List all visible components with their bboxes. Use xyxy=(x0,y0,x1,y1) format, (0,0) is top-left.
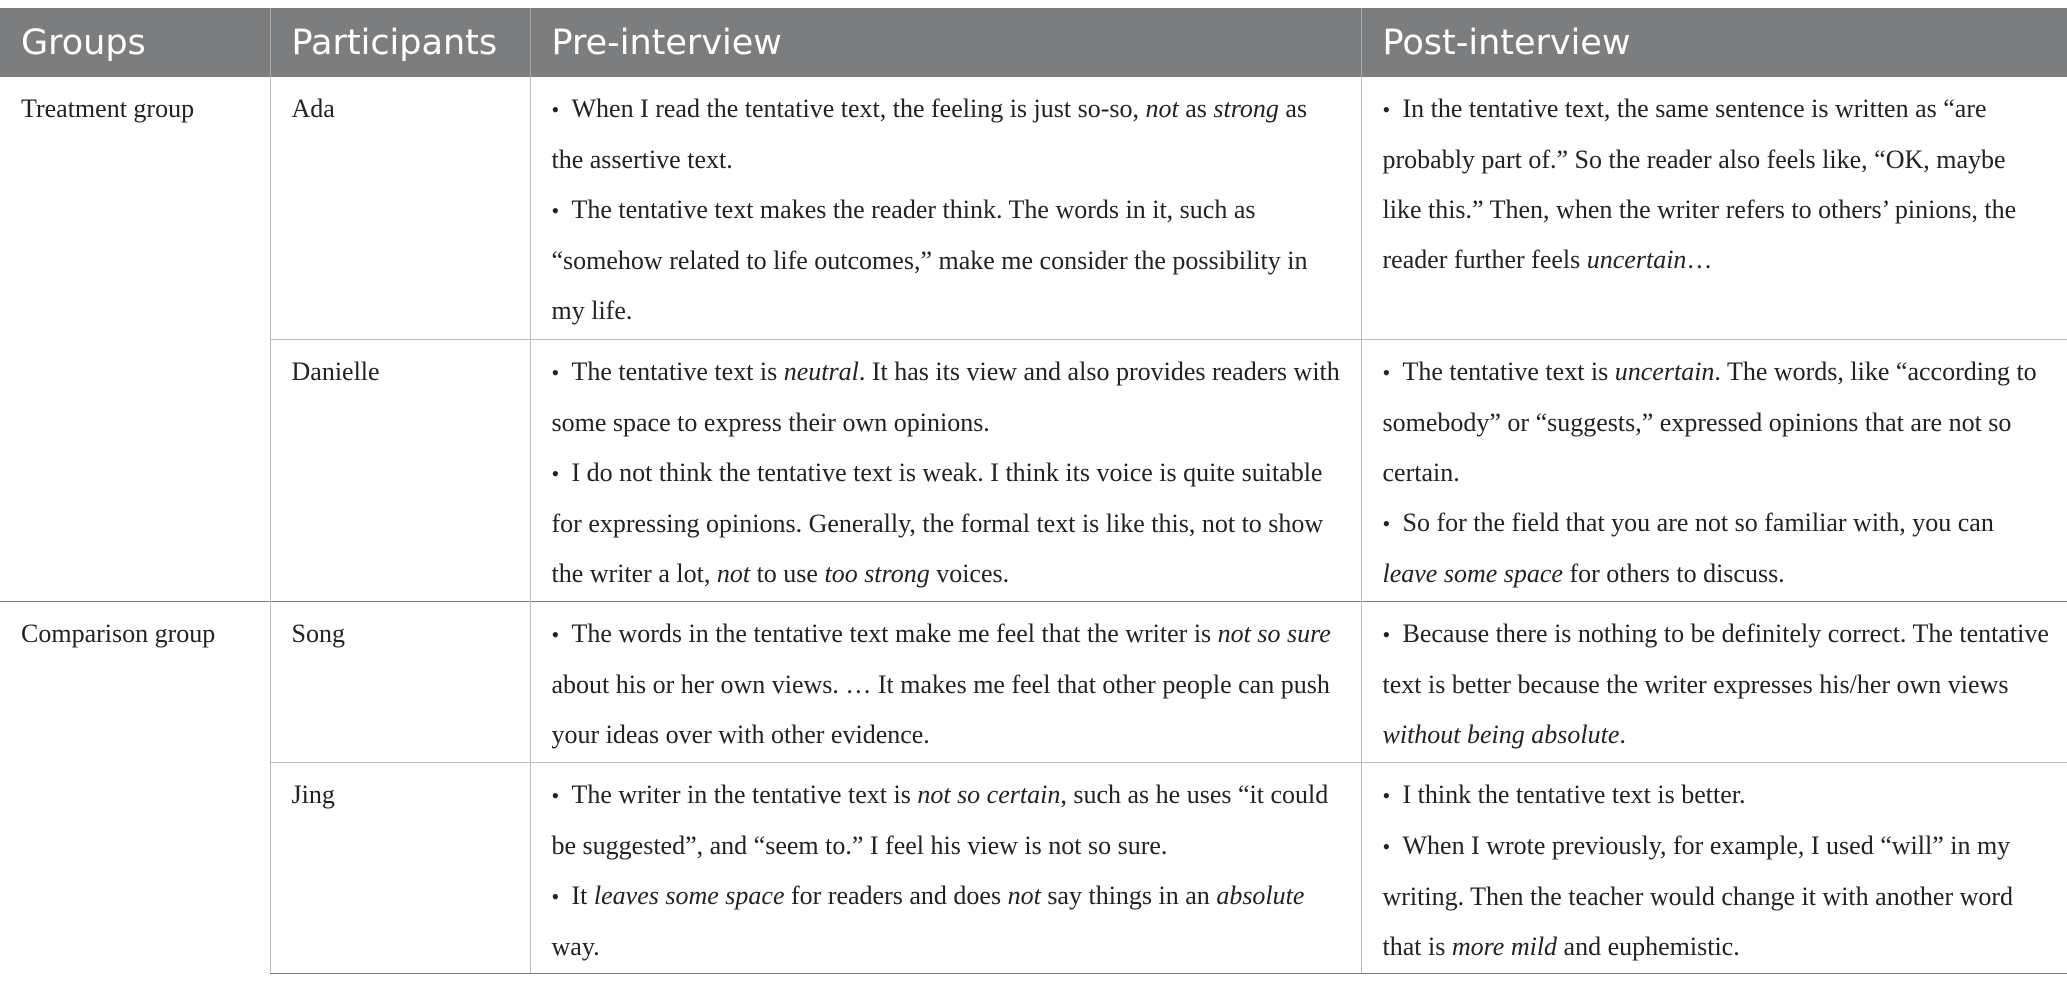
post-interview-cell xyxy=(1361,762,2067,973)
post-interview-cell xyxy=(1361,77,2067,339)
table-row xyxy=(0,339,2067,601)
table-row xyxy=(0,762,2067,973)
emphasis-text: uncertain xyxy=(1586,245,1687,274)
bullet-point xyxy=(1383,347,2050,498)
group-name: Comparison group xyxy=(0,601,270,973)
bullet-text: The tentative text is xyxy=(571,356,784,386)
bullet-text: say things in an xyxy=(1040,880,1217,910)
emphasis-text: not so certain xyxy=(917,779,1061,809)
bullet-dot: • xyxy=(1382,782,1391,808)
emphasis-text: not so sure xyxy=(1217,618,1331,648)
bullet-text: as xyxy=(1178,94,1214,123)
emphasis-text: strong xyxy=(1213,94,1279,123)
bullet-dot: • xyxy=(551,782,560,808)
participant-name: Song xyxy=(270,601,530,762)
bullet-text: . The words, like “according to somebody” or “suggests,” expressed opinions that are not so certain. xyxy=(1382,356,2037,487)
bullet-text: as the assertive text. xyxy=(551,94,1308,174)
bullet-text: to use xyxy=(750,558,825,588)
emphasis-text: without being absolute xyxy=(1382,719,1620,749)
bullet-text: voices. xyxy=(929,558,1010,588)
pre-interview-cell xyxy=(530,762,1361,973)
bullet-point xyxy=(552,84,1343,185)
bullet-dot: • xyxy=(1382,510,1391,536)
header-post-interview: Post-interview xyxy=(1361,8,2067,77)
bullet-dot: • xyxy=(1382,97,1391,122)
bullet-text: The writer in the tentative text is xyxy=(571,779,918,809)
bullet-point xyxy=(552,609,1343,760)
bullet-text: . xyxy=(1619,719,1626,749)
emphasis-text: too strong xyxy=(824,558,930,588)
treatment-group xyxy=(0,77,2067,601)
header-pre-interview: Pre-interview xyxy=(530,8,1361,77)
bullet-dot: • xyxy=(1382,359,1391,385)
post-interview-cell xyxy=(1361,339,2067,601)
bullet-point xyxy=(552,185,1343,336)
bullet-text: way. xyxy=(551,931,600,961)
table-row xyxy=(0,601,2067,762)
emphasis-text: neutral xyxy=(783,356,859,386)
post-interview-cell xyxy=(1361,601,2067,762)
bullet-dot: • xyxy=(551,883,560,909)
emphasis-text: leaves some space xyxy=(593,880,785,910)
pre-interview-cell xyxy=(530,339,1361,601)
bullet-text: The tentative text makes the reader think. The words in it, such as “somehow related to life outcomes,” make me consider the possibility in my life. xyxy=(551,195,1308,325)
emphasis-text: leave some space xyxy=(1382,558,1563,588)
bullet-text: … xyxy=(1686,245,1713,274)
bullet-point xyxy=(552,448,1343,599)
bullet-text: It xyxy=(571,880,594,910)
bullet-point xyxy=(1383,821,2050,972)
bullet-text: In the tentative text, the same sentence is written as “are probably part of.” So the reader also feels like, “OK, maybe like this.” Then, when the writer refers to others’ pinions, the reader further feels xyxy=(1382,94,2017,274)
emphasis-text: more mild xyxy=(1451,931,1558,961)
emphasis-text: absolute xyxy=(1216,880,1305,910)
bullet-dot: • xyxy=(551,97,560,122)
table-row xyxy=(0,77,2067,339)
emphasis-text: not xyxy=(1145,94,1179,123)
pre-interview-cell xyxy=(530,77,1361,339)
bullet-text: for others to discuss. xyxy=(1562,558,1785,588)
comparison-group xyxy=(0,601,2067,973)
bullet-point xyxy=(552,347,1343,448)
bullet-point xyxy=(1383,609,2050,760)
bullet-text: I think the tentative text is better. xyxy=(1402,779,1746,809)
bullet-point xyxy=(552,770,1343,871)
group-name: Treatment group xyxy=(21,94,195,123)
bullet-text: The tentative text is xyxy=(1402,356,1615,386)
pre-interview-cell xyxy=(530,601,1361,762)
bullet-dot: • xyxy=(1382,621,1391,647)
header-groups: Groups xyxy=(0,8,270,77)
bullet-point xyxy=(552,871,1343,972)
bullet-text: for readers and does xyxy=(784,880,1008,910)
bullet-text: about his or her own views. … It makes me feel that other people can push your ideas over with other evidence. xyxy=(551,669,1330,749)
bullet-text: So for the field that you are not so familiar with, you can xyxy=(1402,507,1994,537)
bullet-dot: • xyxy=(551,359,560,385)
bullet-text: and euphemistic. xyxy=(1557,931,1740,961)
header-participants: Participants xyxy=(270,8,530,77)
bullet-point xyxy=(1383,498,2050,599)
bullet-dot: • xyxy=(551,198,560,223)
participant-name: Ada xyxy=(270,77,530,339)
emphasis-text: not xyxy=(716,558,751,588)
header-row xyxy=(0,8,2067,77)
interview-table xyxy=(0,8,2067,974)
participant-name: Jing xyxy=(270,762,530,973)
bullet-text: Because there is nothing to be definitely correct. The tentative text is better because the writer expresses his/her own views xyxy=(1382,618,2049,699)
bullet-text: When I wrote previously, for example, I used “will” in my writing. Then the teacher would change it with another word that is xyxy=(1382,830,2014,961)
bullet-point xyxy=(1383,84,2050,285)
bullet-text: I do not think the tentative text is weak. I think its voice is quite suitable for expressing opinions. Generally, the formal text is like this, not to show the writer a lot, xyxy=(551,457,1324,588)
emphasis-text: uncertain xyxy=(1614,356,1715,386)
bullet-dot: • xyxy=(551,460,560,486)
bullet-text: The words in the tentative text make me feel that the writer is xyxy=(571,618,1218,648)
bullet-dot: • xyxy=(551,621,560,647)
bullet-text: , such as he uses “it could be suggested”, and “seem to.” I feel his view is not so sure. xyxy=(551,779,1329,860)
emphasis-text: not xyxy=(1007,880,1041,910)
bullet-text: When I read the tentative text, the feeling is just so-so, xyxy=(571,94,1146,123)
bullet-point xyxy=(1383,770,2050,821)
bullet-text: . It has its view and also provides readers with some space to express their own opinions. xyxy=(551,356,1340,437)
bullet-dot: • xyxy=(1382,833,1391,859)
participant-name: Danielle xyxy=(270,339,530,601)
